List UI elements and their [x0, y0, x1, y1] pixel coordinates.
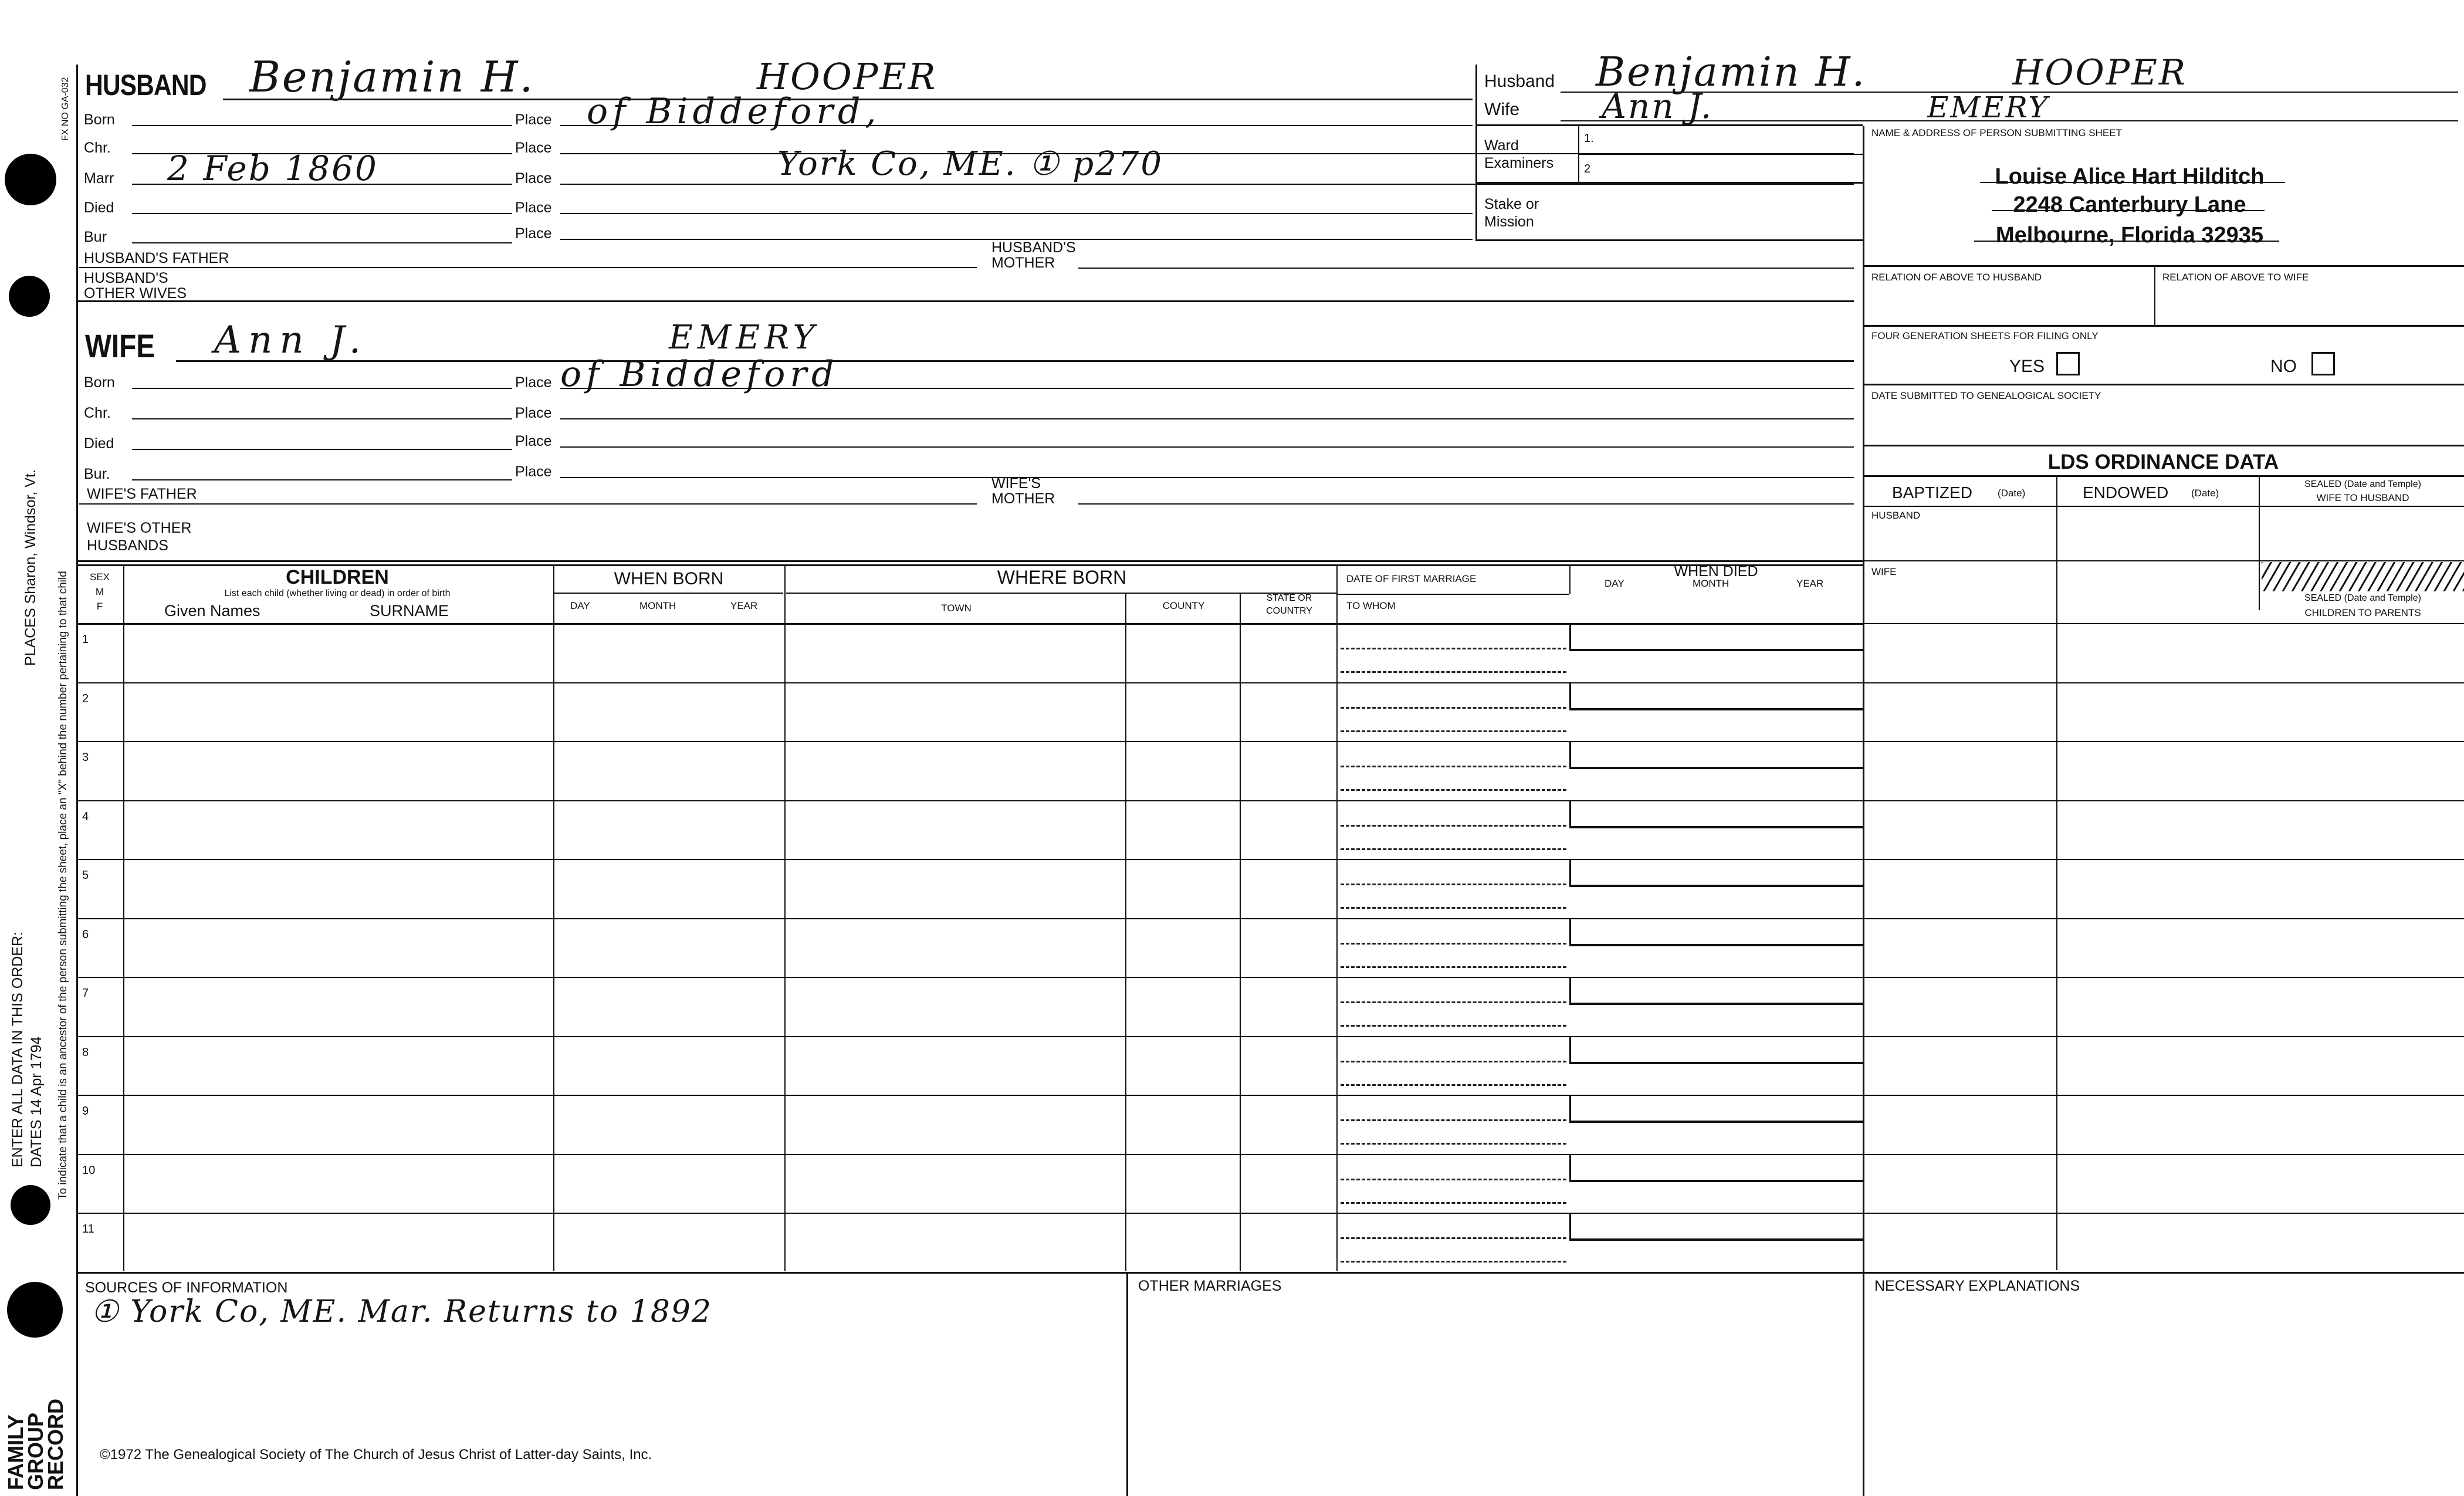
form-code: FX NO GA-032 — [60, 77, 70, 141]
sources-label: SOURCES OF INFORMATION — [85, 1280, 288, 1296]
children-instruction: List each child (whether living or dead) in order of birth — [224, 588, 451, 598]
when-died-heading: WHEN DIED — [1674, 563, 1758, 580]
wife-father-label: WIFE'S FATHER — [87, 486, 197, 502]
date-submitted-bottom — [1863, 445, 2464, 446]
yes-checkbox[interactable] — [2056, 352, 2080, 375]
where-born-county: COUNTY — [1162, 600, 1205, 611]
child-spouse-line — [1341, 907, 1566, 909]
children-sex-2: M — [95, 586, 104, 597]
relation-husband-label: RELATION OF ABOVE TO HUSBAND — [1871, 272, 2042, 283]
header-box-left — [1475, 65, 1477, 241]
wife-other-1: WIFE'S OTHER — [87, 520, 192, 536]
husband-died-place-label: Place — [515, 199, 552, 216]
wife-chr-line — [132, 418, 512, 419]
examiner-1: 1. — [1584, 132, 1594, 145]
husband-marr-label: Marr — [84, 170, 114, 187]
lds-hatched-cell — [2262, 562, 2464, 591]
lds-baptized: BAPTIZED — [1892, 483, 1972, 502]
when-born-heading: WHEN BORN — [614, 569, 724, 588]
lds-sealed-wife-2: WIFE TO HUSBAND — [2316, 492, 2409, 503]
punch-hole-4 — [7, 1282, 63, 1338]
header-husband-surname[interactable]: HOOPER — [2012, 52, 2188, 93]
when-born-month: MONTH — [639, 600, 676, 611]
wife-mother-label-1: WIFE'S — [991, 475, 1041, 492]
child-died-field[interactable] — [1569, 1154, 1863, 1182]
wife-heading: WIFE — [85, 327, 155, 364]
sources-entry[interactable]: ① York Co, ME. Mar. Returns to 1892 — [91, 1294, 712, 1329]
wife-mother-label-2: MOTHER — [991, 490, 1055, 507]
child-died-field[interactable] — [1569, 800, 1863, 828]
four-gen-label: FOUR GENERATION SHEETS FOR FILING ONLY — [1871, 330, 2099, 341]
husband-died-line — [132, 213, 512, 214]
ward-label: Ward — [1484, 137, 1519, 154]
lds-col-2 — [2259, 475, 2260, 610]
children-surname: SURNAME — [370, 602, 449, 620]
relation-bottom — [1863, 325, 2464, 327]
child-spouse-line — [1341, 1261, 1566, 1263]
wife-other-2: HUSBANDS — [87, 537, 168, 554]
when-died-day: DAY — [1605, 578, 1624, 589]
child-row-number: 4 — [82, 810, 89, 823]
submitter-strike-2 — [1992, 210, 2265, 211]
side-instruction-3: PLACES Sharon, Windsor, Vt. — [22, 469, 39, 666]
relation-divider — [2154, 265, 2155, 325]
child-spouse-line — [1341, 1025, 1566, 1027]
husband-mother-label-1: HUSBAND'S — [991, 239, 1076, 256]
examiners-bottom — [1475, 182, 1863, 184]
when-born-sub-line — [554, 593, 783, 594]
submitter-city: Melbourne, Florida 32935 — [1995, 223, 2264, 248]
child-marriage-date-line — [1341, 1061, 1566, 1062]
no-label: NO — [2270, 357, 2297, 376]
child-row-number: 7 — [82, 987, 89, 1000]
lds-husband-label: HUSBAND — [1871, 510, 1921, 521]
husband-father-label: HUSBAND'S FATHER — [84, 250, 229, 266]
other-marriages-divider — [1126, 1272, 1128, 1496]
husband-born-line — [132, 125, 512, 126]
wife-bur-place-line — [560, 477, 1854, 478]
examiner-1-line — [1578, 154, 1863, 155]
husband-given-name[interactable]: Benjamin H. — [249, 52, 535, 101]
child-died-field[interactable] — [1569, 1213, 1863, 1241]
lds-sealed-child-1: SEALED (Date and Temple) — [2304, 593, 2421, 603]
when-born-day: DAY — [570, 600, 590, 611]
submitter-strike-1 — [1980, 182, 2285, 183]
child-died-field[interactable] — [1569, 623, 1863, 651]
child-spouse-line — [1341, 671, 1566, 673]
children-table-bottom — [76, 1272, 2464, 1274]
child-spouse-line — [1341, 789, 1566, 791]
husband-bur-line — [132, 242, 512, 243]
child-marriage-date-line — [1341, 1119, 1566, 1121]
child-row-number: 3 — [82, 751, 89, 764]
children-heading: CHILDREN — [286, 566, 389, 588]
husband-marr-date[interactable]: 2 Feb 1860 — [167, 148, 378, 188]
lds-endowed-date: (Date) — [2191, 488, 2219, 499]
lds-col-1 — [2056, 475, 2057, 1270]
when-died-month: MONTH — [1693, 578, 1729, 589]
wife-died-place-label: Place — [515, 433, 552, 449]
where-born-heading: WHERE BORN — [997, 567, 1127, 588]
copyright: ©1972 The Genealogical Society of The Church of Jesus Christ of Latter-day Saints, Inc. — [100, 1447, 652, 1463]
wife-chr-label: Chr. — [84, 405, 111, 421]
child-row-number: 10 — [82, 1163, 96, 1177]
husband-born-place-label: Place — [515, 111, 552, 128]
child-marriage-date-line — [1341, 825, 1566, 827]
husband-died-label: Died — [84, 199, 114, 216]
side-instruction-4: To indicate that a child is an ancestor of the person submitting the sheet, place an "X" behind the number pertaining to that child — [57, 571, 69, 1200]
husband-bur-label: Bur — [84, 229, 107, 245]
husband-section-bottom — [76, 300, 1854, 302]
wife-father-line — [79, 503, 977, 505]
husband-mother-label-2: MOTHER — [991, 255, 1055, 271]
lds-sealed-wife-1: SEALED (Date and Temple) — [2304, 479, 2421, 489]
child-died-field[interactable] — [1569, 741, 1863, 769]
child-row-number: 1 — [82, 633, 89, 646]
where-born-state-2: COUNTRY — [1266, 606, 1312, 616]
wife-died-line — [132, 449, 512, 450]
child-marriage-date-line — [1341, 884, 1566, 885]
side-instruction-2: DATES 14 Apr 1794 — [28, 1036, 45, 1167]
husband-heading: HUSBAND — [85, 69, 207, 101]
explanations-label: NECESSARY EXPLANATIONS — [1874, 1278, 2080, 1294]
header-top-divider — [1475, 124, 1863, 126]
four-gen-bottom — [1863, 384, 2464, 385]
mission-label: Mission — [1484, 214, 1534, 230]
lds-baptized-date: (Date) — [1998, 488, 2026, 499]
wife-died-place-line — [560, 446, 1854, 448]
child-marriage-date-line — [1341, 766, 1566, 767]
header-husband-label: Husband — [1484, 72, 1555, 91]
child-marriage-date-line — [1341, 707, 1566, 709]
col-died — [1569, 564, 1571, 594]
header-wife-name[interactable]: Ann J. — [1602, 86, 1714, 126]
no-checkbox[interactable] — [2311, 352, 2335, 375]
where-born-town: TOWN — [941, 603, 972, 614]
wife-born-place-label: Place — [515, 374, 552, 391]
child-marriage-date-line — [1341, 648, 1566, 649]
husband-marr-place[interactable]: York Co, ME. ① p270 — [777, 145, 1164, 183]
punch-hole-1 — [5, 154, 56, 205]
explanations-divider — [1863, 1272, 1864, 1496]
child-spouse-line — [1341, 730, 1566, 732]
yes-label: YES — [2009, 357, 2045, 376]
children-sex-1: SEX — [89, 571, 110, 583]
husband-mother-line — [1078, 268, 1854, 269]
wife-mother-line — [1078, 503, 1854, 505]
child-died-field[interactable] — [1569, 682, 1863, 710]
wife-name-line — [176, 360, 1854, 362]
child-marriage-date-line — [1341, 1179, 1566, 1180]
form-title: FAMILY GROUP RECORD — [4, 1398, 67, 1490]
child-row-number: 6 — [82, 928, 89, 941]
lds-title: LDS ORDINANCE DATA — [2047, 451, 2279, 473]
wife-born-label: Born — [84, 374, 115, 391]
header-box-right — [1863, 126, 1864, 1282]
child-row-number: 11 — [82, 1223, 94, 1236]
date-submitted-label: DATE SUBMITTED TO GENEALOGICAL SOCIETY — [1871, 390, 2101, 401]
wife-chr-place-line — [560, 418, 1854, 419]
punch-hole-2 — [9, 276, 50, 317]
where-born-state-1: STATE OR — [1266, 593, 1312, 603]
husband-surname[interactable]: HOOPER — [757, 55, 937, 98]
wife-bur-place-label: Place — [515, 463, 552, 480]
submitter-street: 2248 Canterbury Lane — [2013, 192, 2246, 217]
side-instruction-1: ENTER ALL DATA IN THIS ORDER: — [9, 932, 26, 1167]
to-whom-heading: TO WHOM — [1346, 600, 1396, 611]
lds-title-bottom — [1863, 475, 2464, 477]
child-died-field[interactable] — [1569, 859, 1863, 887]
child-marriage-date-line — [1341, 943, 1566, 945]
husband-marr-place-label: Place — [515, 170, 552, 187]
stake-label: Stake or — [1484, 196, 1539, 212]
child-row-number: 8 — [82, 1045, 89, 1059]
examiners-label: Examiners — [1484, 155, 1554, 171]
husband-father-line — [79, 267, 977, 268]
child-spouse-line — [1341, 848, 1566, 850]
child-died-field[interactable] — [1569, 1095, 1863, 1123]
wife-born-place[interactable]: of Biddeford — [560, 354, 839, 395]
lds-sealed-child-2: CHILDREN TO PARENTS — [2304, 607, 2421, 618]
husband-other-wives-1: HUSBAND'S — [84, 270, 168, 286]
other-marriages-label: OTHER MARRIAGES — [1138, 1278, 1282, 1294]
submitter-name: Louise Alice Hart Hilditch — [1995, 164, 2265, 189]
husband-bur-place-label: Place — [515, 225, 552, 242]
husband-chr-place-label: Place — [515, 140, 552, 156]
punch-hole-3 — [11, 1185, 50, 1225]
child-died-field[interactable] — [1569, 918, 1863, 946]
child-spouse-line — [1341, 1202, 1566, 1204]
child-row-number: 5 — [82, 869, 89, 882]
header-wife-label: Wife — [1484, 100, 1519, 119]
relation-wife-label: RELATION OF ABOVE TO WIFE — [2162, 272, 2309, 283]
wife-section-bottom — [76, 560, 1863, 562]
children-given: Given Names — [164, 602, 260, 620]
child-spouse-line — [1341, 966, 1566, 968]
wife-born-line — [132, 388, 512, 389]
wife-died-label: Died — [84, 435, 114, 452]
child-spouse-line — [1341, 1084, 1566, 1086]
lds-wife-bottom — [1863, 623, 2464, 624]
examiner-2: 2 — [1584, 163, 1591, 175]
child-row-number: 9 — [82, 1105, 89, 1118]
lds-husband-bottom — [1863, 560, 2464, 561]
child-died-field[interactable] — [1569, 1036, 1863, 1064]
header-husband-name[interactable]: Benjamin H. — [1596, 49, 1867, 96]
first-marriage-sub-line — [1338, 594, 1569, 595]
wife-surname[interactable]: EMERY — [669, 319, 820, 357]
when-died-year: YEAR — [1796, 578, 1824, 589]
children-sex-3: F — [96, 601, 103, 612]
wife-given-name[interactable]: Ann J. — [214, 319, 368, 362]
child-marriage-date-line — [1341, 1001, 1566, 1003]
relation-top — [1863, 265, 2464, 267]
husband-born-label: Born — [84, 111, 115, 128]
child-died-field[interactable] — [1569, 977, 1863, 1005]
submitter-strike-3 — [1974, 241, 2279, 242]
lds-endowed: ENDOWED — [2083, 483, 2169, 502]
wife-bur-label: Bur. — [84, 466, 110, 482]
wife-chr-place-label: Place — [515, 405, 552, 421]
when-born-year: YEAR — [730, 600, 758, 611]
husband-died-place-line — [560, 213, 1473, 214]
submitter-label: NAME & ADDRESS OF PERSON SUBMITTING SHEET — [1871, 127, 2122, 138]
lds-wife-label: WIFE — [1871, 566, 1897, 577]
husband-other-wives-2: OTHER WIVES — [84, 285, 187, 302]
child-row-number: 2 — [82, 692, 89, 705]
husband-born-place[interactable]: of Biddeford, — [587, 91, 881, 132]
header-wife-surname[interactable]: EMERY — [1927, 90, 2050, 124]
lds-header-bottom — [1863, 506, 2464, 507]
husband-chr-label: Chr. — [84, 140, 111, 156]
child-spouse-line — [1341, 1143, 1566, 1145]
husband-marr-place-line — [560, 184, 1854, 185]
first-marriage-heading: DATE OF FIRST MARRIAGE — [1346, 573, 1477, 584]
stake-bottom — [1475, 239, 1863, 241]
wife-bur-line — [132, 479, 512, 480]
child-marriage-date-line — [1341, 1237, 1566, 1239]
